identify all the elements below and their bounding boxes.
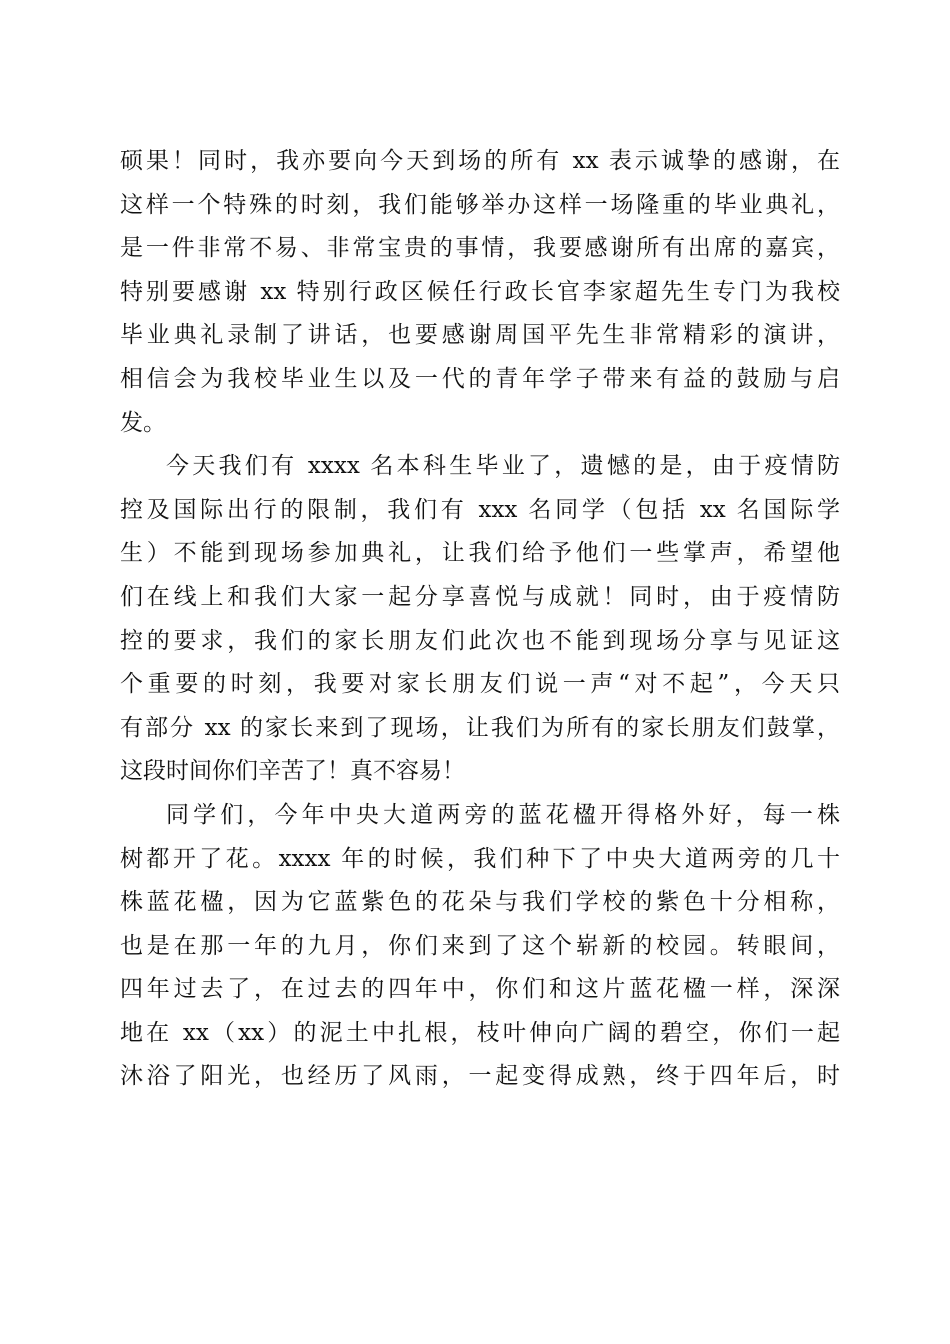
text-line: 也是在那一年的九月，你们来到了这个崭新的校园。转眼间， [120, 932, 840, 959]
text-line: 沐浴了阳光，也经历了风雨，一起变得成熟，终于四年后，时 [120, 1063, 840, 1090]
paragraph-first-line: 今天我们有 xxxx 名本科生毕业了，遗憾的是，由于疫情防 [166, 453, 840, 480]
text-line: 发。 [120, 409, 166, 436]
text-line: 树都开了花。xxxx 年的时候，我们种下了中央大道两旁的几十 [120, 845, 840, 872]
text-line: 这段时间你们辛苦了！真不容易！ [120, 758, 465, 785]
text-line: 地在 xx（xx）的泥土中扎根，枝叶伸向广阔的碧空，你们一起 [120, 1019, 840, 1046]
text-line: 硕果！同时，我亦要向今天到场的所有 xx 表示诚挚的感谢，在 [120, 148, 840, 174]
text-line: 这样一个特殊的时刻，我们能够举办这样一场隆重的毕业典礼， [120, 191, 840, 218]
text-line: 有部分 xx 的家长来到了现场，让我们为所有的家长朋友们鼓掌， [120, 714, 840, 741]
text-line: 相信会为我校毕业生以及一代的青年学子带来有益的鼓励与启 [120, 365, 840, 392]
text-line: 毕业典礼录制了讲话，也要感谢周国平先生非常精彩的演讲， [120, 322, 840, 349]
text-line: 特别要感谢 xx 特别行政区候任行政长官李家超先生专门为我校 [120, 278, 840, 305]
text-line: 株蓝花楹，因为它蓝紫色的花朵与我们学校的紫色十分相称， [120, 889, 840, 916]
text-line: 生）不能到现场参加典礼，让我们给予他们一些掌声，希望他 [120, 540, 840, 567]
text-line: 们在线上和我们大家一起分享喜悦与成就！同时，由于疫情防 [120, 583, 840, 610]
text-line: 是一件非常不易、非常宝贵的事情，我要感谢所有出席的嘉宾， [120, 235, 840, 262]
text-line: 四年过去了，在过去的四年中，你们和这片蓝花楹一样，深深 [120, 976, 840, 1003]
paragraph-first-line: 同学们，今年中央大道两旁的蓝花楹开得格外好，每一株 [166, 801, 840, 828]
text-line: 控及国际出行的限制，我们有 xxx 名同学（包括 xx 名国际学 [120, 496, 840, 523]
body-text [120, 140, 840, 1099]
text-line: 个重要的时刻，我要对家长朋友们说一声“对不起”，今天只 [120, 671, 840, 698]
text-line: 控的要求，我们的家长朋友们此次也不能到现场分享与见证这 [120, 627, 840, 654]
